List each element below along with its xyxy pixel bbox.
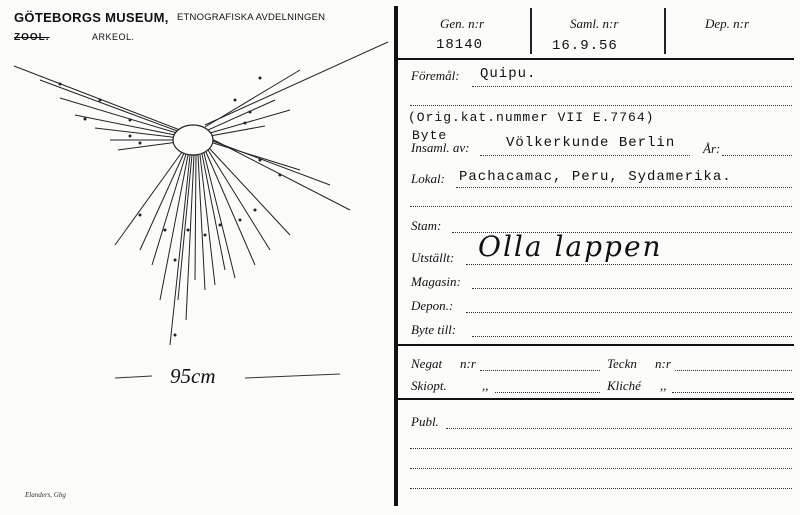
insaml-value: Völkerkunde Berlin — [506, 135, 676, 151]
department-name: ETNOGRAFISKA AVDELNINGEN — [177, 12, 326, 23]
lokal-label: Lokal: — [411, 171, 445, 186]
kliche-label: Kliché — [607, 378, 641, 393]
arkeol-label: ARKEOL. — [92, 32, 135, 42]
negat-label: Negat — [411, 356, 443, 371]
byte-till-line — [472, 336, 792, 337]
utstallt-line — [466, 264, 792, 265]
lokal-line-2 — [410, 206, 792, 207]
skiopt-label: Skiopt. — [411, 378, 447, 393]
publ-line-3 — [410, 468, 792, 469]
skiopt-line — [495, 392, 600, 393]
teckn-label: Teckn — [607, 356, 637, 371]
measure-line-left — [115, 376, 152, 378]
gen-nr-label: Gen. n:r — [440, 16, 485, 31]
teckn-line — [675, 370, 792, 371]
stam-label: Stam: — [411, 218, 442, 233]
insaml-label: Insaml. av: — [411, 140, 470, 155]
foremal-label: Föremål: — [411, 68, 460, 83]
saml-nr-value: 16.9.56 — [552, 38, 618, 54]
foremal-line — [472, 86, 792, 87]
publ-line-2 — [410, 448, 792, 449]
kliche-line — [672, 392, 792, 393]
skiopt-ditto: ,, — [482, 378, 489, 393]
kliche-ditto: ,, — [660, 378, 667, 393]
header-rule — [398, 58, 794, 60]
publ-line — [446, 428, 792, 429]
museum-name: GÖTEBORGS MUSEUM, — [14, 10, 169, 25]
printer-mark: Elanders, Gbg — [25, 491, 66, 499]
teckn-nr-label: n:r — [655, 356, 671, 371]
gen-nr-value: 18140 — [436, 37, 484, 53]
insaml-note: Byte — [412, 128, 448, 143]
measure-line-right — [245, 374, 340, 378]
struck-zool-label: ZOOL. — [14, 32, 50, 43]
header-separator — [664, 8, 666, 54]
lokal-line — [456, 187, 792, 188]
header-separator — [530, 8, 532, 54]
quipu-main-cord — [173, 125, 213, 155]
magasin-line — [472, 288, 792, 289]
depon-line — [466, 312, 792, 313]
foremal-line-2 — [410, 105, 792, 106]
utstallt-label: Utställt: — [411, 250, 455, 265]
negat-nr-label: n:r — [460, 356, 476, 371]
measurement-note: 95cm — [170, 364, 216, 388]
ar-label: År: — [703, 141, 721, 156]
insaml-line — [480, 155, 690, 156]
section-rule-2 — [398, 398, 794, 400]
depon-label: Depon.: — [411, 298, 454, 313]
dep-nr-label: Dep. n:r — [705, 16, 750, 31]
quipu-sketch — [0, 0, 395, 515]
magasin-label: Magasin: — [411, 274, 461, 289]
utstallt-handwritten: Olla lappen — [478, 230, 663, 263]
negat-line — [480, 370, 600, 371]
section-rule — [398, 344, 794, 346]
publ-label: Publ. — [411, 414, 439, 429]
orig-kat-value: (Orig.kat.nummer VII E.7764) — [408, 110, 655, 125]
saml-nr-label: Saml. n:r — [570, 16, 619, 31]
card-divider — [394, 6, 398, 506]
ar-line — [722, 155, 792, 156]
lokal-value: Pachacamac, Peru, Sydamerika. — [459, 169, 732, 185]
quipu-cords — [14, 42, 388, 345]
byte-till-label: Byte till: — [411, 322, 457, 337]
publ-line-4 — [410, 488, 792, 489]
foremal-value: Quipu. — [480, 66, 537, 82]
